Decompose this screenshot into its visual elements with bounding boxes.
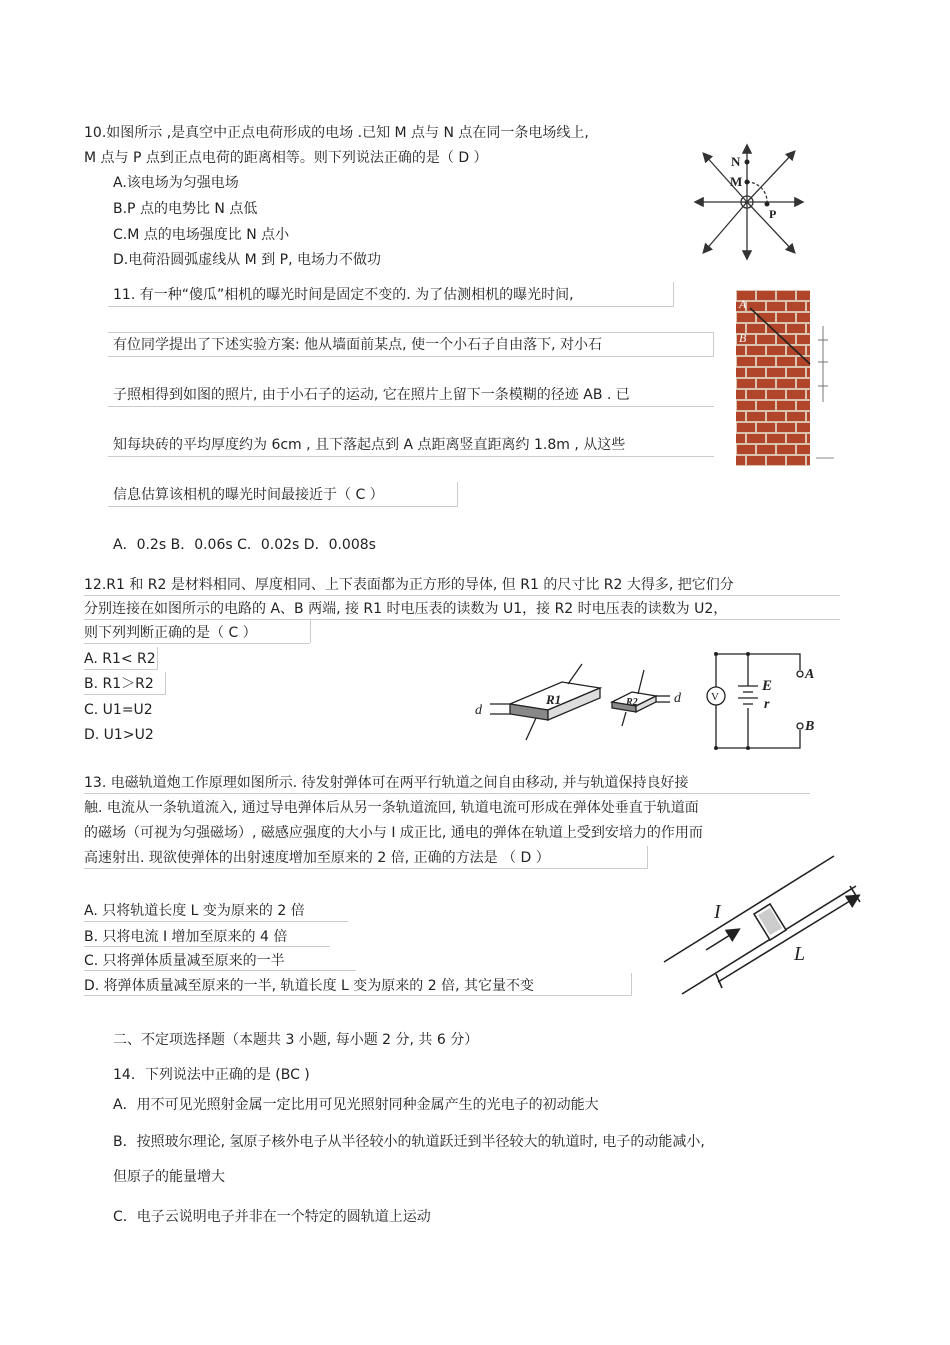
q10-line-2: M 点与 P 点到正点电荷的距离相等。则下列说法正确的是（ D ）	[84, 150, 488, 166]
q13-railgun-figure	[660, 852, 870, 1002]
q14-option-b-line-1: B．按照玻尔理论, 氢原子核外电子从半径较小的轨道跃迁到半径较大的轨道时, 电子的动能减小,	[113, 1134, 705, 1150]
q12-line-1: 12.R1 和 R2 是材料相同、厚度相同、上下表面都为正方形的导体, 但 R1 的尺寸比 R2 大得多, 把它们分	[84, 577, 734, 593]
q12-label-r: r	[764, 697, 770, 712]
q12-label-r1: R1	[546, 692, 562, 707]
q12-label-b: B	[805, 719, 815, 734]
q13-line-4: 高速射出. 现欲使弹体的出射速度增加至原来的 2 倍, 正确的方法是 （ D ）	[84, 850, 550, 866]
q12-label-r2: R2	[626, 697, 638, 708]
q11-label-b: B	[739, 331, 747, 345]
q14-stem: 14．下列说法中正确的是 (BC )	[113, 1067, 310, 1083]
q11-line-3: 子照相得到如图的照片, 由于小石子的运动, 它在照片上留下一条模糊的径迹 AB . 已	[113, 387, 630, 403]
q12-line-2: 分别连接在如图所示的电路的 A、B 两端, 接 R1 时电压表的读数为 U1，接 R2 时电压表的读数为 U2，	[84, 601, 728, 617]
q12-label-d2: d	[674, 691, 681, 706]
q10-label-m: M	[730, 174, 743, 189]
q13-label-l: L	[794, 943, 806, 965]
q12-option-a: A. R1< R2	[84, 651, 156, 667]
q10-option-a: A.该电场为匀强电场	[113, 175, 239, 191]
q13-option-d: D. 将弹体质量减至原来的一半, 轨道长度 L 变为原来的 2 倍, 其它量不变	[84, 978, 534, 994]
q12-option-b: B. R1＞R2	[84, 676, 154, 692]
q10-option-c: C.M 点的电场强度比 N 点小	[113, 227, 290, 243]
q11-line-1: 11. 有一种“傻瓜”相机的曝光时间是固定不变的. 为了估测相机的曝光时间,	[113, 287, 574, 303]
q11-line-2: 有位同学提出了下述实验方案: 他从墙面前某点, 使一个小石子自由落下, 对小石	[113, 337, 602, 353]
q13-line-2: 触. 电流从一条轨道流入, 通过导电弹体后从另一条轨道流回, 轨道电流可形成在弹体处垂直于轨道面	[84, 800, 699, 816]
q12-label-e: E	[762, 678, 773, 694]
q14-option-c: C．电子云说明电子并非在一个特定的圆轨道上运动	[113, 1209, 431, 1225]
q11-line-4: 知每块砖的平均厚度约为 6cm , 且下落起点到 A 点距离竖直距离约 1.8m , 从这些	[113, 437, 626, 453]
q11-line-5: 信息估算该相机的曝光时间最接近于（ C ）	[113, 487, 384, 503]
q11-brick-wall-photo	[736, 290, 836, 466]
q11-label-a: A	[739, 297, 747, 311]
section2-heading: 二、不定项选择题（本题共 3 小题, 每小题 2 分, 共 6 分）	[113, 1032, 479, 1048]
q13-option-a: A. 只将轨道长度 L 变为原来的 2 倍	[84, 903, 305, 919]
q12-label-d1: d	[475, 703, 482, 718]
q13-option-b: B. 只将电流 I 增加至原来的 4 倍	[84, 929, 288, 945]
q12-option-c: C. U1=U2	[84, 702, 153, 718]
q13-line-3: 的磁场（可视为匀强磁场）, 磁感应强度的大小与 I 成正比, 通电的弹体在轨道上受到安培力的作用而	[84, 825, 703, 841]
q10-option-b: B.P 点的电势比 N 点低	[113, 201, 258, 217]
q13-line-1: 13. 电磁轨道炮工作原理如图所示. 待发射弹体可在两平行轨道之间自由移动, 并与轨道保持良好接	[84, 775, 689, 791]
q12-label-a: A	[805, 667, 815, 682]
q12-circuit-figure	[708, 650, 818, 752]
q12-option-d: D. U1>U2	[84, 727, 154, 743]
q12-label-v: V	[711, 691, 719, 703]
q14-option-a: A．用不可见光照射金属一定比用可见光照射同种金属产生的光电子的初动能大	[113, 1097, 599, 1113]
q10-line-1: 10.如图所示 ,是真空中正点电荷形成的电场 .已知 M 点与 N 点在同一条电场线上,	[84, 125, 589, 141]
q12-conductor-figure	[470, 658, 690, 748]
q10-label-p: P	[769, 207, 777, 221]
q10-electric-field-figure	[690, 140, 810, 265]
svg-text:+: +	[744, 198, 750, 208]
q10-option-d: D.电荷沿圆弧虚线从 M 到 P, 电场力不做功	[113, 252, 382, 268]
q14-option-b-line-2: 但原子的能量增大	[113, 1169, 225, 1185]
q10-label-n: N	[731, 154, 741, 169]
q13-label-i: I	[714, 901, 721, 923]
q13-option-c: C. 只将弹体质量减至原来的一半	[84, 953, 285, 969]
q12-line-3: 则下列判断正确的是（ C ）	[84, 625, 257, 641]
q11-options: A．0.2s B．0.06s C．0.02s D．0.008s	[113, 537, 376, 553]
